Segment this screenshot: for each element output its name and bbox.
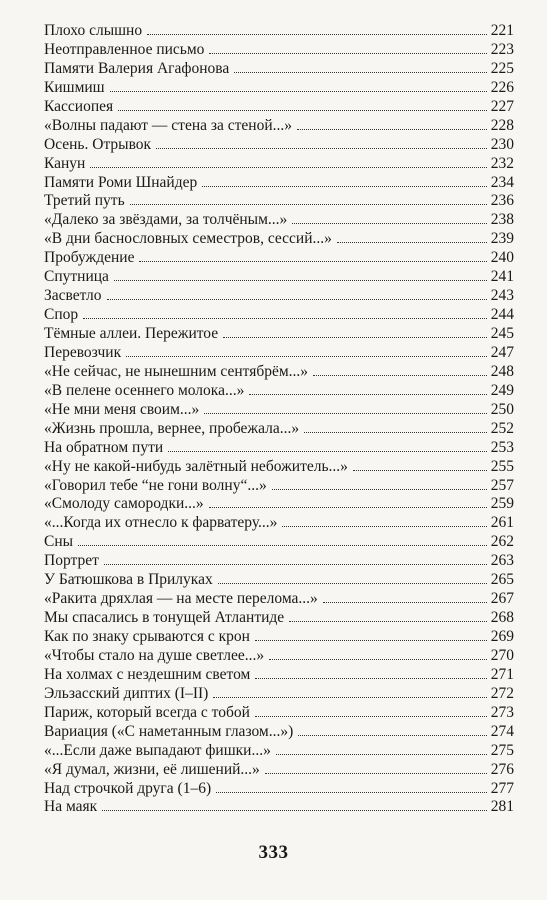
toc-entry-page-number: 241 bbox=[490, 268, 514, 286]
toc-entry-title: Осень. Отрывок bbox=[44, 135, 152, 153]
toc-entry bbox=[44, 514, 514, 533]
toc-entry-title: Канун bbox=[44, 154, 86, 172]
toc-entry-title: Как по знаку срываются с крон bbox=[44, 628, 250, 645]
toc-entry bbox=[44, 306, 514, 325]
toc-entry-page-number: 248 bbox=[490, 362, 514, 380]
toc-entry-title: Памяти Валерия Агафонова bbox=[44, 59, 230, 77]
toc-entry bbox=[44, 439, 514, 458]
dot-leader bbox=[102, 810, 487, 811]
toc-entry bbox=[44, 22, 514, 41]
toc-entry-page-number: 269 bbox=[490, 628, 514, 645]
dot-leader bbox=[272, 489, 487, 490]
toc-entry-title: Париж, который всегда с тобой bbox=[44, 703, 250, 721]
toc-entry-page-number: 250 bbox=[490, 400, 514, 418]
toc-entry bbox=[44, 723, 514, 742]
dot-leader bbox=[168, 451, 487, 452]
toc-entry-title: «...Если даже выпадают фишки...» bbox=[44, 741, 271, 759]
toc-entry bbox=[44, 382, 514, 401]
toc-entry-page-number: 244 bbox=[490, 306, 514, 324]
toc-entry-title: «Смолоду самородки...» bbox=[44, 495, 204, 513]
toc-entry-title: Тёмные аллеи. Пережитое bbox=[44, 325, 219, 342]
toc-entry-title: Кассиопея bbox=[44, 97, 114, 115]
toc-entry-page-number: 221 bbox=[490, 22, 514, 39]
toc-entry-title: На холмах с нездешним светом bbox=[44, 665, 251, 683]
dot-leader bbox=[114, 280, 487, 281]
toc-entry bbox=[44, 230, 514, 249]
toc-entry-title: «Не сейчас, не нынешним сентябрём...» bbox=[44, 362, 309, 380]
dot-leader bbox=[216, 792, 487, 793]
toc-entry bbox=[44, 590, 514, 609]
toc-entry-title: «Я думал, жизни, её лишений...» bbox=[44, 760, 260, 778]
toc-entry bbox=[44, 666, 514, 685]
toc-entry bbox=[44, 704, 514, 723]
dot-leader bbox=[234, 72, 487, 73]
toc-entry-title: Спор bbox=[44, 306, 79, 324]
toc-entry bbox=[44, 325, 514, 344]
dot-leader bbox=[126, 356, 487, 357]
dot-leader bbox=[255, 640, 487, 641]
toc-entry-page-number: 277 bbox=[490, 779, 514, 797]
toc-entry bbox=[44, 780, 514, 799]
dot-leader bbox=[147, 34, 487, 35]
toc-entry-title: «Говорил тебе “не гони волну“...» bbox=[44, 476, 267, 494]
toc-entry-page-number: 276 bbox=[490, 760, 514, 778]
dot-leader bbox=[202, 186, 487, 187]
dot-leader bbox=[323, 602, 487, 603]
dot-leader bbox=[353, 470, 487, 471]
toc-entry-page-number: 249 bbox=[490, 381, 514, 399]
toc-entry-page-number: 247 bbox=[490, 343, 514, 361]
toc-entry-page-number: 275 bbox=[490, 741, 514, 759]
toc-entry-page-number: 259 bbox=[490, 495, 514, 513]
toc-entry bbox=[44, 798, 514, 817]
toc-entry bbox=[44, 420, 514, 439]
toc-entry-title: Мы спасались в тонущей Атлантиде bbox=[44, 609, 285, 627]
dot-leader bbox=[304, 432, 487, 433]
dot-leader bbox=[265, 773, 487, 774]
toc-entry bbox=[44, 401, 514, 420]
toc-entry bbox=[44, 533, 514, 552]
dot-leader bbox=[297, 129, 487, 130]
toc-entry-title: «Не мни меня своим...» bbox=[44, 400, 200, 418]
toc-entry bbox=[44, 628, 514, 647]
toc-entry bbox=[44, 609, 514, 628]
toc-entry-title: «Чтобы стало на душе светлее...» bbox=[44, 646, 265, 664]
toc-entry-page-number: 230 bbox=[490, 135, 514, 153]
toc-entry-page-number: 271 bbox=[490, 665, 514, 683]
dot-leader bbox=[83, 318, 487, 319]
dot-leader bbox=[218, 583, 487, 584]
toc-entry bbox=[44, 174, 514, 193]
toc-entry-title: Портрет bbox=[44, 552, 99, 570]
dot-leader bbox=[156, 148, 487, 149]
toc-entry bbox=[44, 552, 514, 571]
toc-entry-page-number: 261 bbox=[490, 514, 514, 532]
toc-entry-title: У Батюшкова в Прилуках bbox=[44, 571, 213, 589]
toc-entry-page-number: 225 bbox=[490, 59, 514, 77]
table-of-contents bbox=[44, 22, 514, 817]
toc-entry-page-number: 263 bbox=[490, 552, 514, 570]
toc-entry-title: Вариация («С наметанным глазом...») bbox=[44, 722, 294, 740]
toc-entry-page-number: 238 bbox=[490, 211, 514, 229]
toc-entry-title: Плохо слышно bbox=[44, 22, 143, 39]
toc-entry bbox=[44, 571, 514, 590]
dot-leader bbox=[139, 261, 487, 262]
dot-leader bbox=[130, 204, 487, 205]
toc-entry bbox=[44, 477, 514, 496]
toc-entry-page-number: 228 bbox=[490, 116, 514, 134]
dot-leader bbox=[255, 716, 487, 717]
toc-entry bbox=[44, 41, 514, 60]
dot-leader bbox=[213, 697, 487, 698]
dot-leader bbox=[204, 413, 487, 414]
toc-entry-page-number: 234 bbox=[490, 173, 514, 191]
toc-entry bbox=[44, 60, 514, 79]
toc-entry-page-number: 257 bbox=[490, 476, 514, 494]
toc-entry bbox=[44, 98, 514, 117]
dot-leader bbox=[282, 526, 487, 527]
toc-entry bbox=[44, 136, 514, 155]
toc-entry-title: «Далеко за звёздами, за толчёным...» bbox=[44, 211, 288, 229]
toc-entry bbox=[44, 249, 514, 268]
page-number: 333 bbox=[258, 842, 289, 863]
dot-leader bbox=[118, 110, 487, 111]
toc-entry-page-number: 252 bbox=[490, 419, 514, 437]
toc-entry bbox=[44, 211, 514, 230]
toc-entry-page-number: 273 bbox=[490, 703, 514, 721]
dot-leader bbox=[107, 299, 487, 300]
toc-entry-page-number: 267 bbox=[490, 590, 514, 608]
toc-entry-title: «В дни баснословных семестров, сессий...» bbox=[44, 230, 332, 248]
toc-entry-title: «Волны падают — стена за стеной...» bbox=[44, 116, 292, 134]
dot-leader bbox=[292, 223, 487, 224]
toc-entry-page-number: 243 bbox=[490, 287, 514, 305]
toc-entry-page-number: 245 bbox=[490, 325, 514, 342]
dot-leader bbox=[276, 754, 487, 755]
dot-leader bbox=[110, 91, 487, 92]
toc-entry bbox=[44, 155, 514, 174]
toc-entry-title: Кишмиш bbox=[44, 78, 105, 96]
toc-entry-page-number: 272 bbox=[490, 684, 514, 702]
dot-leader bbox=[78, 545, 487, 546]
toc-entry-title: Пробуждение bbox=[44, 249, 135, 267]
toc-entry-title: «Жизнь прошла, вернее, пробежала...» bbox=[44, 419, 300, 437]
toc-entry bbox=[44, 287, 514, 306]
toc-entry-page-number: 236 bbox=[490, 192, 514, 210]
toc-entry bbox=[44, 363, 514, 382]
toc-entry-title: «Ракита дряхлая — на месте перелома...» bbox=[44, 590, 318, 608]
toc-entry bbox=[44, 495, 514, 514]
toc-entry-title: На маяк bbox=[44, 798, 98, 816]
dot-leader bbox=[337, 242, 487, 243]
dot-leader bbox=[104, 564, 487, 565]
toc-entry-page-number: 226 bbox=[490, 78, 514, 96]
toc-entry-page-number: 265 bbox=[490, 571, 514, 589]
toc-entry-title: Сны bbox=[44, 533, 74, 551]
toc-entry bbox=[44, 79, 514, 98]
toc-entry-page-number: 262 bbox=[490, 533, 514, 551]
toc-entry bbox=[44, 344, 514, 363]
dot-leader bbox=[289, 621, 487, 622]
dot-leader bbox=[90, 167, 487, 168]
toc-entry bbox=[44, 117, 514, 136]
toc-entry-page-number: 281 bbox=[490, 798, 514, 816]
toc-entry-title: На обратном пути bbox=[44, 438, 164, 456]
dot-leader bbox=[269, 659, 487, 660]
toc-entry-page-number: 274 bbox=[490, 722, 514, 740]
toc-entry-page-number: 227 bbox=[490, 97, 514, 115]
toc-entry-page-number: 268 bbox=[490, 609, 514, 627]
dot-leader bbox=[255, 678, 487, 679]
dot-leader bbox=[249, 394, 487, 395]
toc-entry-page-number: 253 bbox=[490, 438, 514, 456]
dot-leader bbox=[223, 337, 487, 338]
toc-entry bbox=[44, 761, 514, 780]
toc-entry bbox=[44, 458, 514, 477]
toc-entry-title: «В пелене осеннего молока...» bbox=[44, 381, 245, 399]
toc-entry-title: «Ну не какой-нибудь залётный небожитель...» bbox=[44, 457, 348, 475]
dot-leader bbox=[209, 507, 487, 508]
dot-leader bbox=[313, 375, 487, 376]
dot-leader bbox=[298, 735, 487, 736]
toc-entry-page-number: 240 bbox=[490, 249, 514, 267]
toc-entry bbox=[44, 742, 514, 761]
toc-entry-title: Перевозчик bbox=[44, 343, 122, 361]
toc-entry-title: Памяти Роми Шнайдер bbox=[44, 173, 198, 191]
toc-entry bbox=[44, 268, 514, 287]
toc-entry-title: «...Когда их отнесло к фарватеру...» bbox=[44, 514, 278, 532]
toc-entry-title: Засветло bbox=[44, 287, 102, 305]
toc-entry-page-number: 232 bbox=[490, 154, 514, 172]
toc-entry-title: Третий путь bbox=[44, 192, 125, 210]
toc-entry-page-number: 223 bbox=[490, 40, 514, 58]
toc-entry-title: Над строчкой друга (1–6) bbox=[44, 779, 212, 797]
toc-entry bbox=[44, 647, 514, 666]
toc-entry-title: Спутница bbox=[44, 268, 109, 286]
toc-entry-title: Эльзасский диптих (I–II) bbox=[44, 684, 209, 702]
toc-entry-page-number: 255 bbox=[490, 457, 514, 475]
toc-entry bbox=[44, 685, 514, 704]
toc-entry bbox=[44, 192, 514, 211]
dot-leader bbox=[209, 53, 487, 54]
toc-entry-page-number: 239 bbox=[490, 230, 514, 248]
toc-entry-page-number: 270 bbox=[490, 646, 514, 664]
toc-entry-title: Неотправленное письмо bbox=[44, 40, 205, 58]
